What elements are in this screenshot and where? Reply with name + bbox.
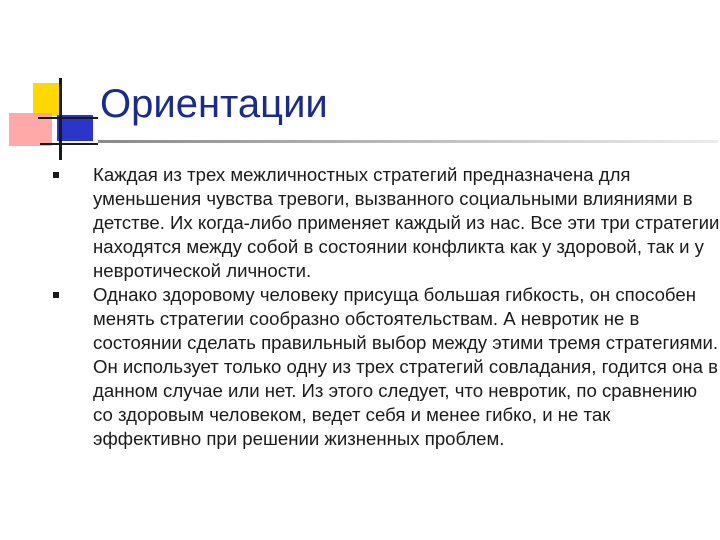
bullet-text: Однако здоровому человеку присуща большая гибкость, он способен менять стратегии сообразно обстоятельствам. А невротик не в состоянии сделать правильный выбор между этими тремя стратегиями. Он использует только одну из трех стратегий совладания, годится она в данном случае или нет. Из этого следует, что невротик, по сравнению со здоровым человеком, ведет себя и менее гибко, и не так эффективно при решении жизненных проблем. bbox=[93, 284, 719, 449]
logo-horizontal-line bbox=[38, 117, 98, 119]
bullet-list bbox=[53, 163, 720, 451]
logo-yellow-square bbox=[33, 83, 62, 116]
bullet-item bbox=[53, 283, 720, 451]
bullet-text: Каждая из трех межличностных стратегий предназначена для уменьшения чувства тревоги, вызванного социальными влияниями в детстве. Их когда-либо применяет каждый из нас. Все эти три стратегии находятся между собой в состоянии конфликта как у здоровой, так и у невротической личности. bbox=[93, 164, 720, 281]
square-bullet-icon bbox=[53, 172, 59, 178]
slide-title: Ориентации bbox=[100, 82, 328, 126]
bullet-item bbox=[53, 163, 720, 283]
square-bullet-icon bbox=[53, 292, 59, 298]
title-divider bbox=[98, 140, 718, 143]
logo-horizontal-line-lower bbox=[40, 143, 98, 145]
corner-logo-decoration bbox=[0, 0, 100, 170]
logo-vertical-line bbox=[59, 78, 62, 160]
